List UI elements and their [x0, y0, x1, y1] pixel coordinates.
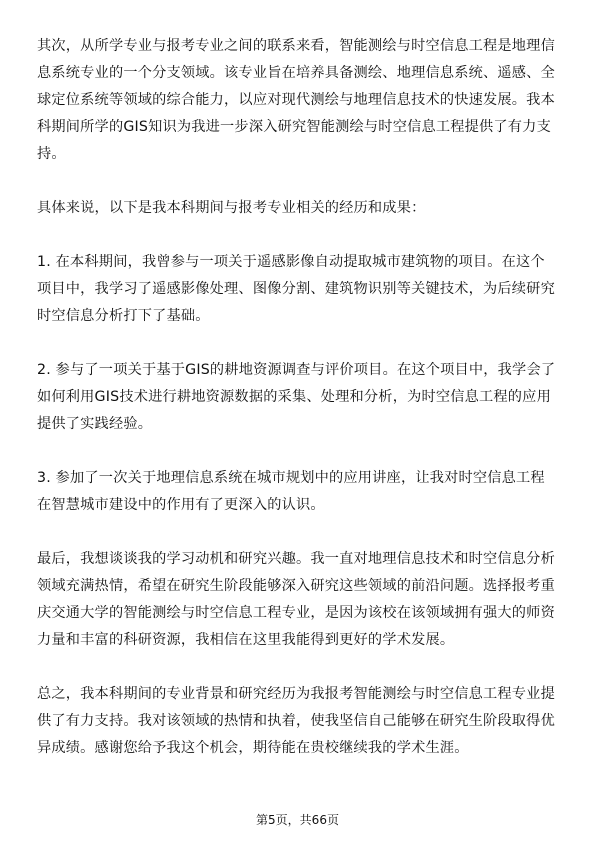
paragraph-connection: 其次，从所学专业与报考专业之间的联系来看，智能测绘与时空信息工程是地理信息系统专业的一个分支领域。该专业旨在培养具备测绘、地理信息系统、遥感、全球定位系统等领域的综合能力，以应对现代测绘与地理信息技术的快速发展。我本科期间所学的GIS知识为我进一步深入研究智能测绘与时空信息工程提供了有力支持。 — [37, 38, 555, 162]
page-number-footer: 第5页，共66页 — [256, 813, 339, 827]
paragraph-item-2: 2. 参与了一项关于基于GIS的耕地资源调查与评价项目。在这个项目中，我学会了如何利用GIS技术进行耕地资源数据的采集、处理和分析，为时空信息工程的应用提供了实践经验。 — [37, 362, 556, 432]
paragraph-motivation: 最后，我想谈谈我的学习动机和研究兴趣。我一直对地理信息技术和时空信息分析领域充满热情，希望在研究生阶段能够深入研究这些领域的前沿问题。选择报考重庆交通大学的智能测绘与时空信息工程专业，是因为该校在该领域拥有强大的师资力量和丰富的科研资源，我相信在这里我能得到更好的学术发展。 — [37, 551, 555, 648]
paragraph-intro-list: 具体来说，以下是我本科期间与报考专业相关的经历和成果： — [37, 200, 426, 216]
paragraph-item-3: 3. 参加了一次关于地理信息系统在城市规划中的应用讲座，让我对时空信息工程在智慧城市建设中的作用有了更深入的认识。 — [37, 470, 545, 513]
document-body — [37, 33, 559, 789]
paragraph-conclusion: 总之，我本科期间的专业背景和研究经历为我报考智能测绘与时空信息工程专业提供了有力支持。我对该领域的热情和执着，使我坚信自己能够在研究生阶段取得优异成绩。感谢您给予我这个机会，期待能在贵校继续我的学术生涯。 — [37, 686, 555, 756]
paragraph-item-1: 1. 在本科期间，我曾参与一项关于遥感影像自动提取城市建筑物的项目。在这个项目中，我学习了遥感影像处理、图像分割、建筑物识别等关键技术，为后续研究时空信息分析打下了基础。 — [37, 254, 555, 324]
